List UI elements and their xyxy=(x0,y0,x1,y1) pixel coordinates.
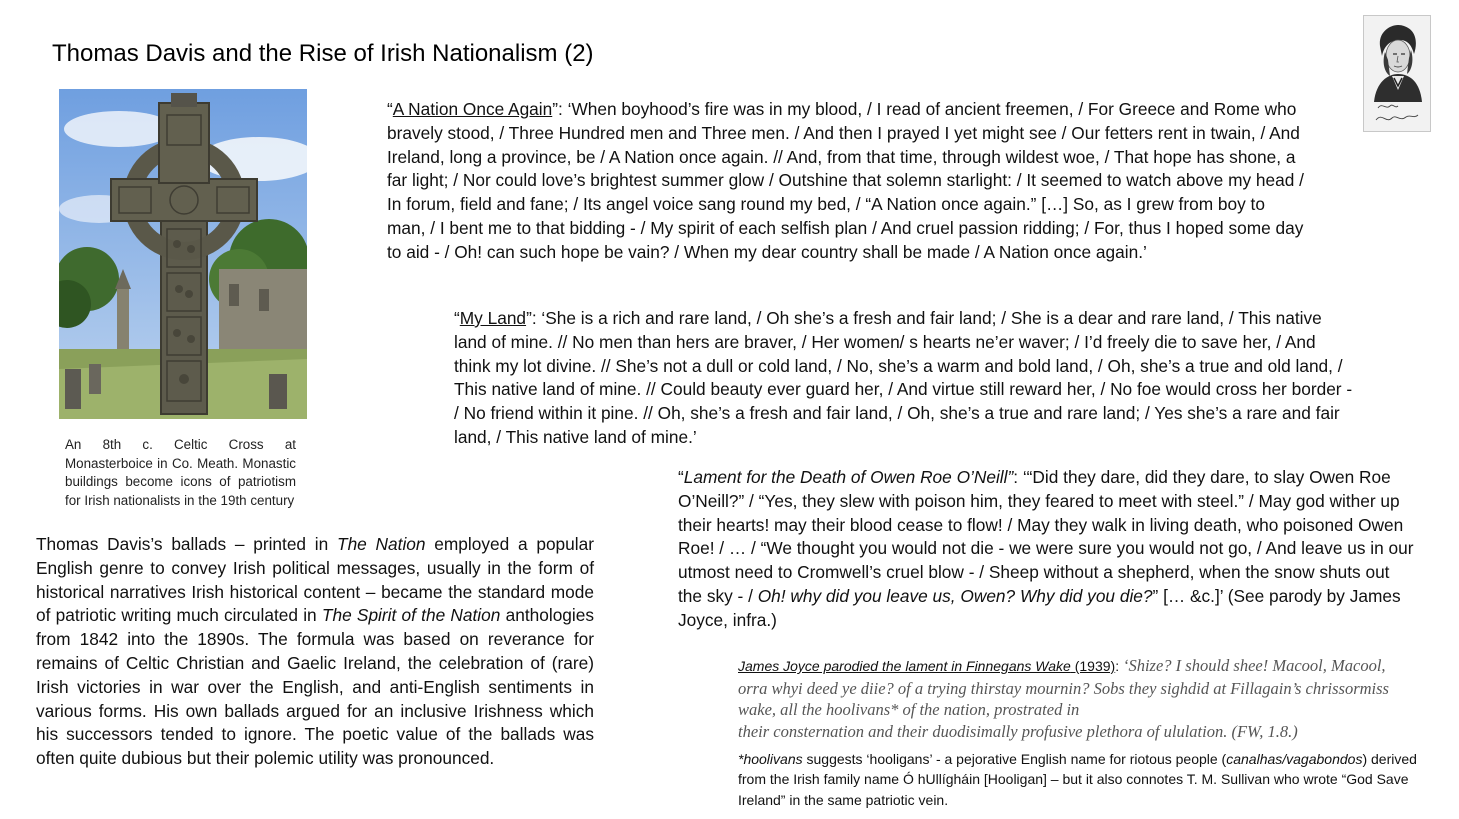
essay-text: employed a popular English genre to convey Irish political messages, usually in the form of historical narratives Irish historical content – became the standard mode of patriotic writing much circulated in xyxy=(36,534,594,626)
ballad-my-land xyxy=(454,307,1354,450)
ballad-open-quote: “ xyxy=(678,467,684,487)
celtic-cross-photo xyxy=(59,89,307,419)
ballad-title: Lament for the Death of Owen Roe O’Neill” xyxy=(683,467,1014,487)
essay-italic-the-nation: The Nation xyxy=(337,534,426,554)
ballad-open-quote: “ xyxy=(387,99,393,119)
portrait-engraving xyxy=(1364,16,1430,131)
hoolivans-footnote xyxy=(738,749,1418,810)
ballad-nation-once-again xyxy=(387,98,1307,265)
essay-text: Thomas Davis’s ballads – printed in xyxy=(36,534,338,554)
joyce-parody-quote xyxy=(738,655,1398,742)
joyce-quote-tail: their consternation and their duodisimally profusive plethora of ululation. (FW, 1.8.) xyxy=(738,721,1298,741)
note-term-portuguese: canalhas/vagabondos xyxy=(1226,751,1363,767)
note-term: *hoolivans xyxy=(738,751,803,767)
note-text: suggests ‘hooligans’ - a pejorative English name for riotous people ( xyxy=(802,751,1227,767)
ballad-tail: ” [… &c.]’ (See parody by James Joyce, infra.) xyxy=(678,585,1401,630)
thomas-davis-portrait xyxy=(1363,15,1431,132)
page-title: Thomas Davis and the Rise of Irish Nationalism (2) xyxy=(52,40,594,67)
essay-text: anthologies from 1842 into the 1890s. The formula was based on reverance for remains of Celtic Christian and Gaelic Ireland, the celebration of (rare) Irish victories in war over the English, and anti-English sentiments in various forms. His own ballads argued for an inclusive Irishness which his successors tended to ignore. The poetic value of the ballads was often quite dubious but their polemic utility was pronounced. xyxy=(36,605,595,769)
joyce-intro-link[interactable]: James Joyce parodied the lament in Finnegans Wake xyxy=(738,658,1071,674)
ballad-text: ”: ‘She is a rich and rare land, / Oh she’s a fresh and fair land; / She is a dear and rare land, / This native land of mine. // No men than hers are braver, / Her women/ s hearts ne’er waver; / I’d freely die to save her, / And think my lot divine. // She’s not a dull or cold land, / No, she’s a warm and bold land, / Oh, she’s a true and old land, / This native land of mine. // Could beauty ever guard her, / And virtue still reward her, / No foe would cross her border - / No friend within it pine. // Oh, she’s a fresh and fair land, / Oh, she’s a true and rare land; / Yes she’s a rare and fair land, / This native land of mine.’ xyxy=(454,308,1353,447)
ballad-text: : ‘“Did they dare, did they dare, to slay Owen Roe O’Neill?” / “Yes, they slew with poison him, they feared to meet with steel.” / May god wither up their hearts! may their blood cease to flow! / May they walk in living death, who poisoned Owen Roe! / … / “We thought you would not die - we were sure you would not go, / And leave us in our utmost need to Cromwell’s cruel blow - / Sheep without a shepherd, when the snow shuts out the sky - / xyxy=(678,467,1414,606)
joyce-year: (1939) xyxy=(1070,658,1116,674)
ballad-title-link[interactable]: A Nation Once Again xyxy=(392,99,553,119)
photo-caption: An 8th c. Celtic Cross at Monasterboice in Co. Meath. Monastic buildings become icons of patriotism for Irish nationalists in the 19th century xyxy=(65,437,296,508)
joyce-quote: ‘Shize? I should shee! Macool, Macool, orra whyi deed ye diie? of a trying thirstay mournin? Sobs they sighdid at Fillagain’s chrissormiss wake, all the hoolivans* of the nation, prostrated in xyxy=(738,656,1389,720)
joyce-colon: : xyxy=(1115,658,1123,674)
ballad-lament-owen-roe xyxy=(678,466,1418,633)
celtic-cross-illustration xyxy=(59,89,307,419)
essay-italic-spirit-of-nation: The Spirit of the Nation xyxy=(321,605,501,626)
ballad-open-quote: “ xyxy=(454,308,460,328)
ballad-text: ”: ‘When boyhood’s fire was in my blood, / I read of ancient freemen, / For Greece and Rome who bravely stood, / Three Hundred men and Three men. / And then I prayed I yet might see / Our fetters rent in twain, / And Ireland, long a province, be / A Nation once again. // And, from that time, through wildest woe, / That hope has shone, a far light; / Nor could love’s brightest summer glow / Outshine that solemn starlight: / It seemed to watch above my head / In forum, field and fane; / Its angel voice sang round my bed, / “A Nation once again.” […] So, as I grew from boy to man, / I bent me to that bidding - / My spirit of each selfish plan / And cruel passion ridding; / For, thus I hoped some day to aid - / Oh! can such hope be vain? / When my dear country shall be made / A Nation once again.’ xyxy=(387,99,1304,262)
ballad-italic-line: Oh! why did you leave us, Owen? Why did you die? xyxy=(757,585,1153,606)
ballad-title-link[interactable]: My Land xyxy=(459,308,527,328)
note-text: ) derived from the Irish family name Ó hUllígháin [Hooligan] – but it also connotes T. M. Sullivan who wrote “God Save Ireland” in the same patriotic vein. xyxy=(738,751,1417,808)
essay-paragraph xyxy=(36,533,594,771)
